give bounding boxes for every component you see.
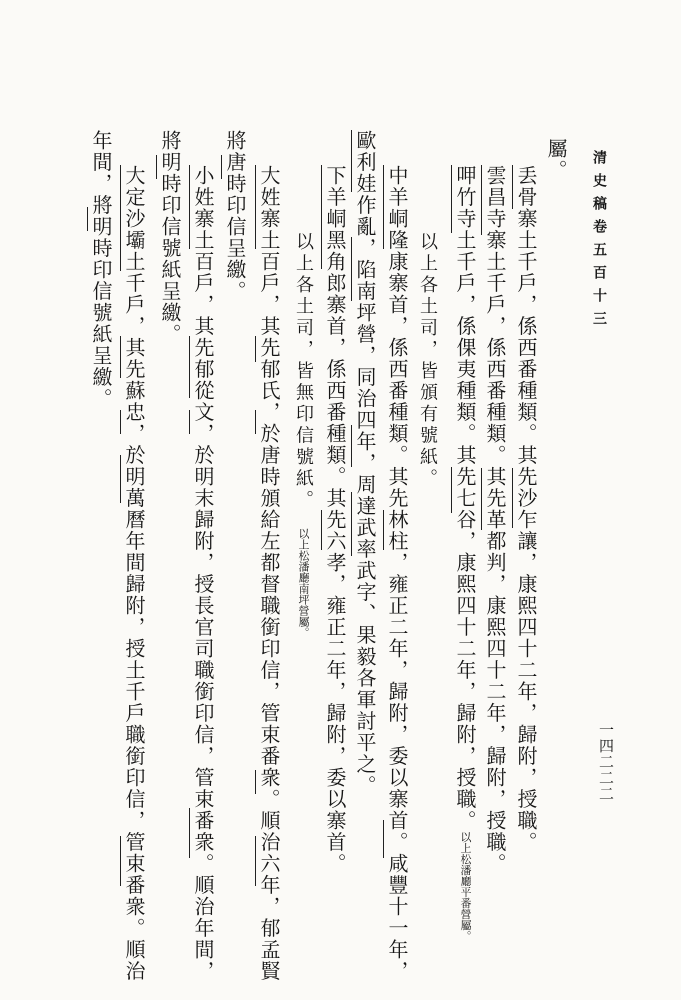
proper-noun-mark — [189, 410, 190, 434]
running-header: 清史稿卷五百十三 — [591, 150, 607, 334]
text-column: 歐利娃作亂，陷南坪營，同治四年，周達武率武字、果毅各軍討平之。 — [353, 130, 377, 797]
proper-noun-mark — [120, 336, 121, 378]
proper-noun-mark — [189, 808, 190, 858]
column-annotation: 以上松潘廳平番營屬。 — [459, 831, 472, 942]
proper-noun-mark — [351, 130, 352, 192]
text-column: 下羊峒黑角郎寨首，係西番種類。其先六孝，雍正二年，歸附，委以寨首。 — [323, 165, 347, 875]
proper-noun-mark — [451, 467, 452, 513]
proper-noun-mark — [321, 510, 322, 550]
text-column: 屬。 — [544, 138, 568, 181]
page-number: 一四二二二 — [597, 722, 615, 802]
proper-noun-mark — [255, 336, 256, 362]
proper-noun-mark — [383, 510, 384, 550]
proper-noun-mark — [255, 836, 256, 886]
proper-noun-mark — [120, 165, 121, 271]
proper-noun-mark — [321, 165, 322, 269]
text-column: 小姓寨土百戶，其先郁從文，於明末歸附，授長官司職銜印信，管束番衆。順治年間， — [191, 165, 215, 982]
proper-noun-mark — [120, 410, 121, 434]
column-annotation: 以上松潘廳南坪營屬。 — [297, 527, 310, 638]
proper-noun-mark — [383, 165, 384, 249]
proper-noun-mark — [189, 336, 190, 398]
proper-noun-mark — [120, 836, 121, 886]
text-column: 將明時印信號紙呈繳。 — [158, 130, 182, 345]
text-column: 大定沙壩土千戶，其先蘇忠，於明萬曆年間歸附，授土千戶職銜印信，管束番衆。順治 — [122, 165, 146, 982]
proper-noun-mark — [156, 155, 157, 179]
proper-noun-mark — [351, 425, 352, 467]
text-column — [290, 232, 316, 638]
proper-noun-mark — [255, 770, 256, 794]
proper-noun-mark — [383, 820, 384, 858]
text-column — [452, 165, 478, 942]
proper-noun-mark — [512, 468, 513, 528]
column-main-text: 以上各土司，皆無印信號紙。 — [293, 232, 314, 512]
text-column: 年間，將明時印信號紙呈繳。 — [89, 130, 113, 410]
proper-noun-mark — [351, 237, 352, 301]
text-column: 丢骨寨土千戶，係西番種類。其先沙乍讓，康熙四十二年，歸附，授職。 — [514, 165, 538, 853]
text-column: 將唐時印信呈繳。 — [223, 130, 247, 302]
text-column: 以上各土司，皆頒有號紙。 — [417, 232, 438, 490]
proper-noun-mark — [451, 165, 452, 233]
proper-noun-mark — [512, 165, 513, 209]
proper-noun-mark — [255, 410, 256, 434]
proper-noun-mark — [481, 165, 482, 235]
proper-noun-mark — [481, 468, 482, 530]
text-column: 中羊峒隆康寨首，係西番種類。其先林柱，雍正二年，歸附，委以寨首。咸豐十一年， — [385, 165, 409, 982]
proper-noun-mark — [189, 165, 190, 249]
proper-noun-mark — [120, 455, 121, 503]
text-column: 大姓寨土百戶，其先郁氏，於唐時頒給左都督職銜印信，管束番衆。順治六年，郁孟賢 — [257, 165, 281, 982]
proper-noun-mark — [87, 207, 88, 231]
column-main-text: 呷竹寺土千戶，係倮夷種類。其先七谷，康熙四十二年，歸附，授職。 — [453, 165, 477, 832]
proper-noun-mark — [351, 492, 352, 556]
text-column: 雲昌寺寨土千戶，係西番種類。其先革都判，康熙四十二年，歸附，授職。 — [483, 165, 507, 875]
proper-noun-mark — [221, 155, 222, 179]
proper-noun-mark — [255, 165, 256, 249]
